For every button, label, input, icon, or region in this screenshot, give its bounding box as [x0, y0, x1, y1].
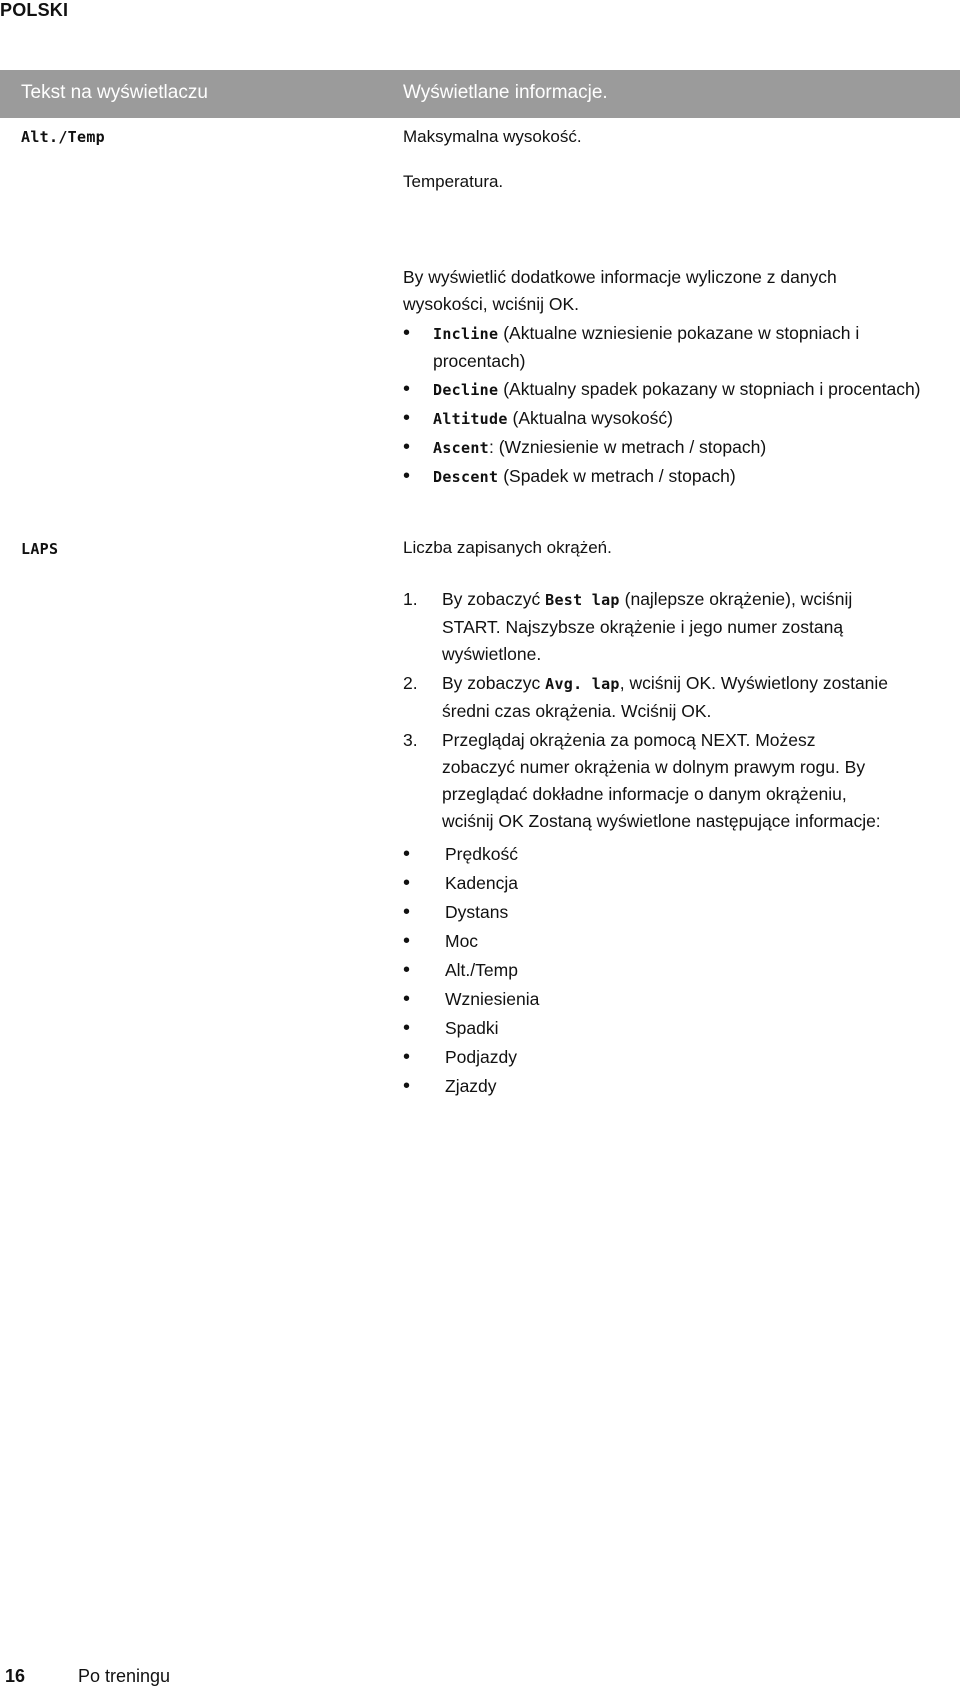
- alt-item-content: [433, 376, 921, 404]
- alt-max-text: Maksymalna wysokość.: [403, 127, 582, 146]
- table-header: [0, 70, 960, 118]
- laps-label: LAPS: [21, 540, 59, 558]
- step-content: [442, 727, 893, 835]
- bullet-icon: •: [403, 872, 411, 894]
- lap-info-item: [403, 1073, 893, 1100]
- bullet-icon: •: [403, 436, 411, 458]
- alt-item-content: [433, 463, 736, 491]
- step-content: [442, 670, 893, 725]
- lap-info-text: Kadencja: [445, 873, 518, 893]
- lap-info-item: [403, 986, 893, 1013]
- bullet-icon: •: [403, 407, 411, 429]
- alt-item-text: (Aktualne wzniesienie pokazane w stopniach i procentach): [433, 323, 860, 371]
- alt-item-content: [433, 405, 673, 433]
- header-col-display-text: Tekst na wyświetlaczu: [21, 82, 208, 103]
- alt-item-text: : (Wzniesienie w metrach / stopach): [489, 437, 767, 457]
- alt-item-term: Incline: [433, 325, 499, 343]
- step-term: Best lap: [545, 591, 620, 609]
- alt-item-content: [433, 434, 766, 462]
- alt-intro-text: By wyświetlić dodatkowe informacje wyliczone z danych wysokości, wciśnij OK.: [403, 267, 837, 314]
- lap-info-text: Moc: [445, 931, 479, 951]
- bullet-icon: •: [403, 378, 411, 400]
- alt-list-item: [403, 320, 923, 375]
- lap-info-text: Dystans: [445, 902, 509, 922]
- laps-step-list: [403, 586, 893, 835]
- lap-info-list: [403, 841, 893, 1100]
- bullet-icon: •: [403, 1075, 411, 1097]
- alt-item-term: Ascent: [433, 439, 489, 457]
- laps-intro-text: Liczba zapisanych okrążeń.: [403, 538, 612, 557]
- lap-info-item: [403, 841, 893, 868]
- step-text: By zobaczyć: [442, 589, 546, 609]
- alt-item-text: (Spadek w metrach / stopach): [498, 466, 736, 486]
- step-number: 2.: [403, 673, 418, 693]
- bullet-icon: •: [403, 988, 411, 1010]
- alt-temp-text: Temperatura.: [403, 172, 504, 191]
- step-term: Avg. lap: [545, 675, 620, 693]
- bullet-icon: •: [403, 322, 411, 344]
- lap-info-text: Alt./Temp: [445, 960, 518, 980]
- lap-info-text: Prędkość: [445, 844, 518, 864]
- lap-info-item: [403, 957, 893, 984]
- lap-info-item: [403, 928, 893, 955]
- alt-item-term: Altitude: [433, 410, 508, 428]
- step-text: (najlepsze okrążenie), wciśnij START. Najszybsze okrążenie i jego numer zostaną wyświetlone.: [442, 589, 853, 664]
- lap-info-text: Zjazdy: [445, 1076, 497, 1096]
- alt-temp-label: Alt./Temp: [21, 128, 105, 146]
- alt-item-term: Decline: [433, 381, 499, 399]
- page-number: 16: [5, 1666, 26, 1686]
- laps-step-item: [403, 670, 893, 725]
- laps-step-item: [403, 586, 893, 668]
- lap-info-text: Spadki: [445, 1018, 499, 1038]
- lap-info-item: [403, 1044, 893, 1071]
- step-number: 3.: [403, 730, 418, 750]
- step-text: By zobaczyc: [442, 673, 546, 693]
- language-label: POLSKI: [0, 0, 69, 20]
- alt-item-text: (Aktualny spadek pokazany w stopniach i procentach): [498, 379, 921, 399]
- alt-item-term: Descent: [433, 468, 499, 486]
- lap-info-item: [403, 870, 893, 897]
- lap-info-item: [403, 1015, 893, 1042]
- laps-step-item: [403, 727, 893, 835]
- bullet-icon: •: [403, 930, 411, 952]
- alt-details: [403, 264, 923, 491]
- footer-section: Po treningu: [78, 1666, 171, 1686]
- alt-list-item: [403, 405, 923, 433]
- lap-info-item: [403, 899, 893, 926]
- alt-item-text: (Aktualna wysokość): [507, 408, 673, 428]
- alt-list-item: [403, 434, 923, 462]
- alt-list-item: [403, 463, 923, 491]
- step-number: 1.: [403, 589, 418, 609]
- bullet-icon: •: [403, 843, 411, 865]
- laps-steps: [403, 586, 893, 1100]
- header-col-info: Wyświetlane informacje.: [403, 82, 608, 103]
- alt-list-item: [403, 376, 923, 404]
- lap-info-text: Podjazdy: [445, 1047, 517, 1067]
- bullet-icon: •: [403, 1017, 411, 1039]
- lap-info-text: Wzniesienia: [445, 989, 540, 1009]
- bullet-icon: •: [403, 465, 411, 487]
- alt-item-content: [433, 320, 923, 375]
- bullet-icon: •: [403, 959, 411, 981]
- step-text: Przeglądaj okrążenia za pomocą NEXT. Możesz zobaczyć numer okrążenia w dolnym prawym rogu. By przeglądać dokładne informacje o danym okrążeniu, wciśnij OK Zostaną wyświetlone następujące informacje:: [442, 730, 881, 831]
- alt-bullet-list: [403, 320, 923, 491]
- step-content: [442, 586, 893, 668]
- bullet-icon: •: [403, 901, 411, 923]
- step-text: , wciśnij OK. Wyświetlony zostanie średni czas okrążenia. Wciśnij OK.: [442, 673, 889, 721]
- bullet-icon: •: [403, 1046, 411, 1068]
